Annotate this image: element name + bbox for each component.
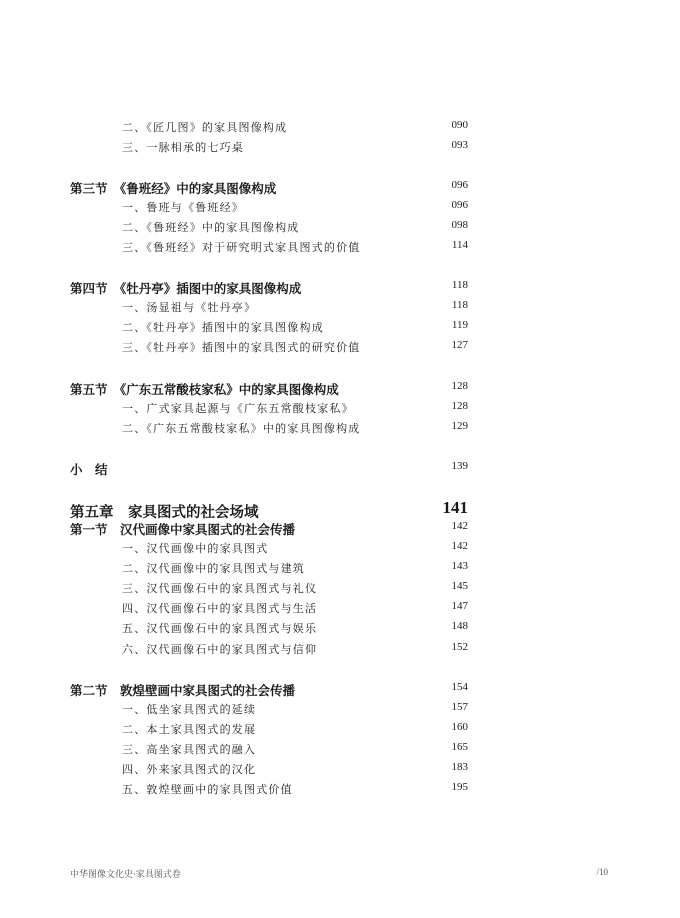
toc-item[interactable] <box>0 139 680 159</box>
toc-item-title: 二、《牡丹亭》插图中的家具图像构成 <box>122 321 324 334</box>
toc-item-title: 三、《牡丹亭》插图中的家具图式的研究价值 <box>122 341 361 354</box>
toc-item[interactable] <box>0 741 680 761</box>
toc-item-title: 二、《广东五常酸枝家私》中的家具图像构成 <box>122 422 361 435</box>
toc-page-number: 157 <box>451 701 468 713</box>
toc-section-heading[interactable] <box>0 179 680 199</box>
toc-page-number: 183 <box>451 761 468 773</box>
toc-item-title: 三、一脉相承的七巧桌 <box>122 141 244 154</box>
toc-section-title: 第一节 汉代画像中家具图式的社会传播 <box>70 522 296 537</box>
toc-item[interactable] <box>0 199 680 219</box>
toc-section-title: 小 结 <box>70 462 108 477</box>
toc-section-heading[interactable] <box>0 681 680 701</box>
toc-item[interactable] <box>0 701 680 721</box>
toc-item[interactable] <box>0 400 680 420</box>
toc-page-number: 147 <box>451 600 468 612</box>
toc-page-number: 142 <box>451 540 468 552</box>
toc-section-title: 第四节 《牡丹亭》插图中的家具图像构成 <box>70 281 302 296</box>
toc-page-number: 096 <box>451 179 468 191</box>
toc-item-title: 一、鲁班与《鲁班经》 <box>122 201 244 214</box>
toc-item[interactable] <box>0 420 680 440</box>
toc-item[interactable] <box>0 620 680 640</box>
toc-item-title: 二、本土家具图式的发展 <box>122 723 257 736</box>
toc-item-title: 一、汤显祖与《牡丹亭》 <box>122 301 257 314</box>
toc-item[interactable] <box>0 119 680 139</box>
toc-item[interactable] <box>0 580 680 600</box>
toc-page-number: 154 <box>451 681 468 693</box>
toc-section-heading[interactable] <box>0 520 680 540</box>
toc-item-title: 五、敦煌壁画中的家具图式价值 <box>122 783 293 796</box>
toc-item-title: 二、《鲁班经》中的家具图像构成 <box>122 221 300 234</box>
toc-page-number: 145 <box>451 580 468 592</box>
toc-chapter-title: 第五章 家具图式的社会场域 <box>70 504 259 521</box>
toc-page-number: 160 <box>451 721 468 733</box>
toc-item[interactable] <box>0 721 680 741</box>
toc-page-number: 098 <box>451 219 468 231</box>
toc-chapter-heading[interactable] <box>0 498 680 521</box>
toc-item[interactable] <box>0 641 680 661</box>
toc-item-title: 三、高坐家具图式的融入 <box>122 743 257 756</box>
toc-page-number: 152 <box>451 641 468 653</box>
toc-page-number: 118 <box>451 279 468 291</box>
footer-page-number: /10 <box>596 867 608 877</box>
toc-page-number: 096 <box>451 199 468 211</box>
toc-item-title: 一、广式家具起源与《广东五常酸枝家私》 <box>122 402 354 415</box>
toc-item-title: 一、汉代画像中的家具图式 <box>122 542 269 555</box>
toc-item-title: 三、汉代画像石中的家具图式与礼仪 <box>122 582 318 595</box>
toc-item-title: 四、外来家具图式的汉化 <box>122 763 257 776</box>
toc-item[interactable] <box>0 600 680 620</box>
toc-section-heading[interactable] <box>0 279 680 299</box>
toc-page-number: 148 <box>451 620 468 632</box>
toc-page-number: 139 <box>451 460 468 472</box>
toc-item[interactable] <box>0 761 680 781</box>
toc-section-title: 第三节 《鲁班经》中的家具图像构成 <box>70 181 277 196</box>
toc-item-title: 五、汉代画像石中的家具图式与娱乐 <box>122 622 318 635</box>
toc-page-number: 119 <box>451 319 468 331</box>
toc-item-title: 二、汉代画像中的家具图式与建筑 <box>122 562 305 575</box>
toc-item[interactable] <box>0 560 680 580</box>
toc-page-number: 128 <box>451 400 468 412</box>
footer-book-title: 中华图像文化史·家具图式卷 <box>70 870 181 880</box>
toc-page-number: 090 <box>451 119 468 131</box>
toc-page-number: 118 <box>451 299 468 311</box>
toc-page-number: 165 <box>451 741 468 753</box>
toc-page-number: 143 <box>451 560 468 572</box>
toc-item[interactable] <box>0 781 680 801</box>
toc-page-number: 195 <box>451 781 468 793</box>
toc-item[interactable] <box>0 319 680 339</box>
toc-section-heading[interactable] <box>0 380 680 400</box>
toc-section-title: 第二节 敦煌壁画中家具图式的社会传播 <box>70 683 296 698</box>
toc-item[interactable] <box>0 339 680 359</box>
toc-page-number: 127 <box>451 339 468 351</box>
toc-item[interactable] <box>0 239 680 259</box>
toc-item[interactable] <box>0 299 680 319</box>
toc-section-title: 第五节 《广东五常酸枝家私》中的家具图像构成 <box>70 382 339 397</box>
toc-item-title: 二、《匠几图》的家具图像构成 <box>122 121 288 134</box>
toc-page-number: 093 <box>451 139 468 151</box>
toc-item-title: 一、低坐家具图式的延续 <box>122 703 257 716</box>
toc-page-number: 128 <box>451 380 468 392</box>
toc-page-number: 141 <box>442 498 468 517</box>
toc-item[interactable] <box>0 540 680 560</box>
toc-page-number: 142 <box>451 520 468 532</box>
toc-item-title: 四、汉代画像石中的家具图式与生活 <box>122 602 318 615</box>
toc-section-heading[interactable] <box>0 460 680 480</box>
toc-item-title: 三、《鲁班经》对于研究明式家具图式的价值 <box>122 241 361 254</box>
toc-item[interactable] <box>0 219 680 239</box>
toc-item-title: 六、汉代画像石中的家具图式与信仰 <box>122 643 318 656</box>
toc-page-number: 114 <box>451 239 468 251</box>
toc-page-number: 129 <box>451 420 468 432</box>
